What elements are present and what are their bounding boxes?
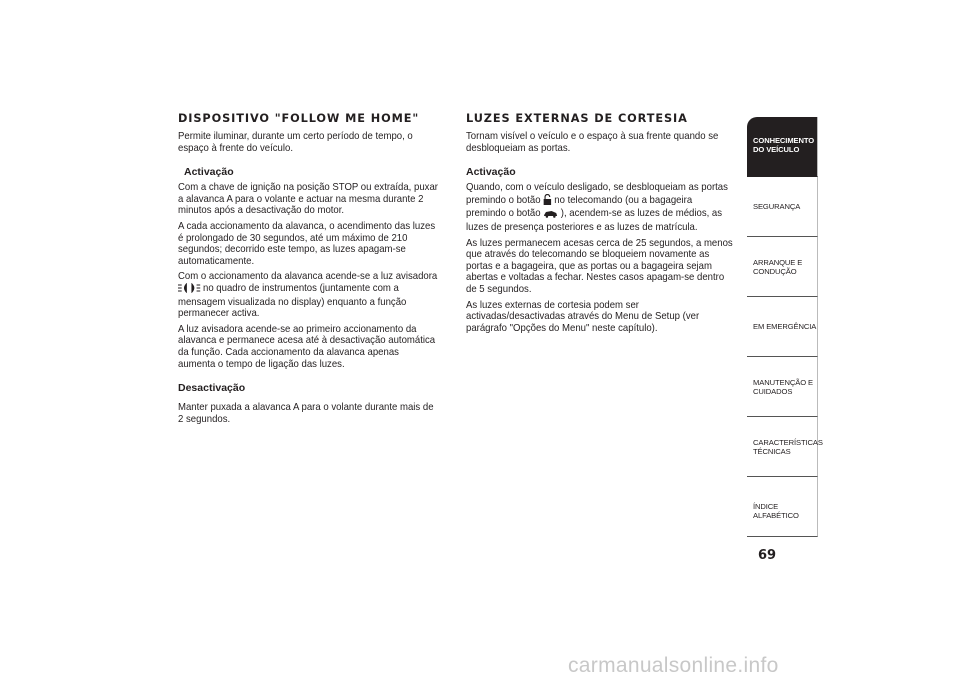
activation-subheading: Activação	[184, 166, 234, 179]
section-heading-courtesy-lights: LUZES EXTERNAS DE CORTESIA	[466, 112, 688, 125]
unlock-icon	[543, 194, 551, 209]
left-column	[178, 112, 440, 429]
section-heading-follow-me-home: DISPOSITIVO "FOLLOW ME HOME"	[178, 112, 420, 125]
tab-conhecimento-do-veiculo[interactable]: CONHECIMENTO DO VEÍCULO	[747, 117, 818, 177]
page-number: 69	[758, 548, 777, 563]
trunk-car-icon	[543, 209, 558, 222]
tab-caracteristicas-tecnicas[interactable]: CARACTERÍSTICAS TÉCNICAS	[747, 417, 818, 477]
headlight-warning-icon	[178, 283, 200, 297]
watermark: carmanualsonline.info	[568, 654, 779, 677]
paragraph: Com o accionamento da alavanca acende-se a luz avisadora no quadro de instrumentos (juntamente com a mensagem visualizada no display) enquanto a função permanecer activa.	[178, 271, 438, 320]
paragraph: A luz avisadora acende-se ao primeiro accionamento da alavanca e permanece acesa até à desactivação automática da função. Cada accionamento da alavanca apenas aumenta o tempo de ligação das luzes.	[178, 323, 436, 370]
intro-paragraph: Tornam visível o veículo e o espaço à sua frente quando se desbloqueiam as portas.	[466, 131, 719, 154]
paragraph: A cada accionamento da alavanca, o acendimento das luzes é prolongado de 30 segundos, até um máximo de 210 segundos; decorrido este tempo, as luzes apagam-se automaticamente.	[178, 220, 436, 267]
deactivation-subheading: Desactivação	[178, 382, 246, 395]
right-column	[466, 112, 734, 338]
chapter-sidebar	[747, 117, 823, 537]
tab-indice-alfabetico[interactable]: ÍNDICE ALFABÉTICO	[747, 477, 818, 537]
paragraph: As luzes permanecem acesas cerca de 25 segundos, a menos que através do telecomando se bloqueiem novamente as portas e a bagageira, que as portas ou a bagageira sejam abertas e voltadas a fechar. Nestes casos apagam-se dentro de 5 segundos.	[466, 237, 733, 295]
intro-paragraph: Permite iluminar, durante um certo período de tempo, o espaço à frente do veículo.	[178, 131, 413, 154]
paragraph: Quando, com o veículo desligado, se desbloqueiam as portas premindo o botão no telecomando (ou a bagageira premindo o botão ), acendem-se as luzes de médios, as luzes de presença posteriores e as luzes de matrícula.	[466, 182, 728, 233]
tab-seguranca[interactable]: SEGURANÇA	[747, 177, 818, 237]
paragraph: As luzes externas de cortesia podem ser activadas/desactivadas através do Menu de Setup (ver parágrafo "Opções do Menu" neste capítulo).	[466, 299, 700, 334]
tab-em-emergencia[interactable]: EM EMERGÊNCIA	[747, 297, 818, 357]
activation-subheading: Activação	[466, 166, 516, 179]
paragraph: Com a chave de ignição na posição STOP ou extraída, puxar a alavanca A para o volante e actuar na mesma durante 2 minutos após a desactivação do motor.	[178, 182, 438, 217]
tab-arranque-e-conducao[interactable]: ARRANQUE E CONDUÇÃO	[747, 237, 818, 297]
tab-manutencao-e-cuidados[interactable]: MANUTENÇÃO E CUIDADOS	[747, 357, 818, 417]
paragraph: Manter puxada a alavanca A para o volante durante mais de 2 segundos.	[178, 402, 434, 425]
